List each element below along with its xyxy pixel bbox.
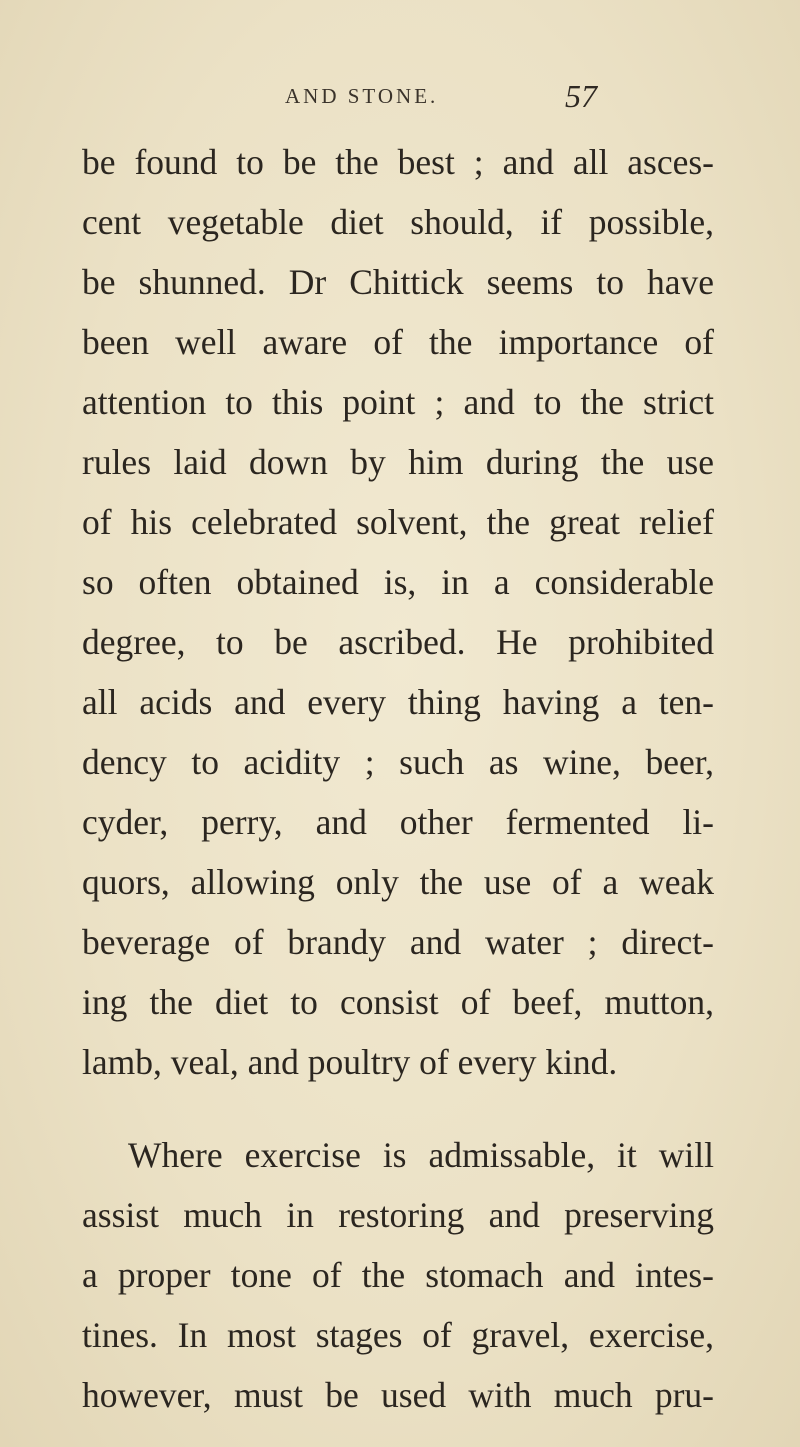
text-line: so often obtained is, in a considerable xyxy=(82,562,714,602)
text-line: ing the diet to consist of beef, mutton, xyxy=(82,982,714,1022)
text-line: all acids and every thing having a ten- xyxy=(82,682,714,722)
text-line: attention to this point ; and to the strict xyxy=(82,382,714,422)
text-line: assist much in restoring and preserving xyxy=(82,1195,714,1235)
text-line: rules laid down by him during the use xyxy=(82,442,714,482)
text-line: beverage of brandy and water ; direct- xyxy=(82,922,714,962)
text-line: however, must be used with much pru- xyxy=(82,1375,714,1415)
text-line: cyder, perry, and other fermented li- xyxy=(82,802,714,842)
text-line: of his celebrated solvent, the great relief xyxy=(82,502,714,542)
text-line: been well aware of the importance of xyxy=(82,322,714,362)
text-line: be found to be the best ; and all asces- xyxy=(82,142,714,182)
text-line: tines. In most stages of gravel, exercise, xyxy=(82,1315,714,1355)
text-line: degree, to be ascribed. He prohibited xyxy=(82,622,714,662)
running-head: AND STONE. xyxy=(285,84,439,108)
text-line: a proper tone of the stomach and intes- xyxy=(82,1255,714,1295)
text-line: dency to acidity ; such as wine, beer, xyxy=(82,742,714,782)
text-line: Where exercise is admissable, it will xyxy=(128,1135,714,1175)
text-line: be shunned. Dr Chittick seems to have xyxy=(82,262,714,302)
page-header xyxy=(0,78,800,118)
page-number: 57 xyxy=(565,78,597,114)
text-line: cent vegetable diet should, if possible, xyxy=(82,202,714,242)
text-line: lamb, veal, and poultry of every kind. xyxy=(82,1042,618,1082)
text-line: quors, allowing only the use of a weak xyxy=(82,862,714,902)
